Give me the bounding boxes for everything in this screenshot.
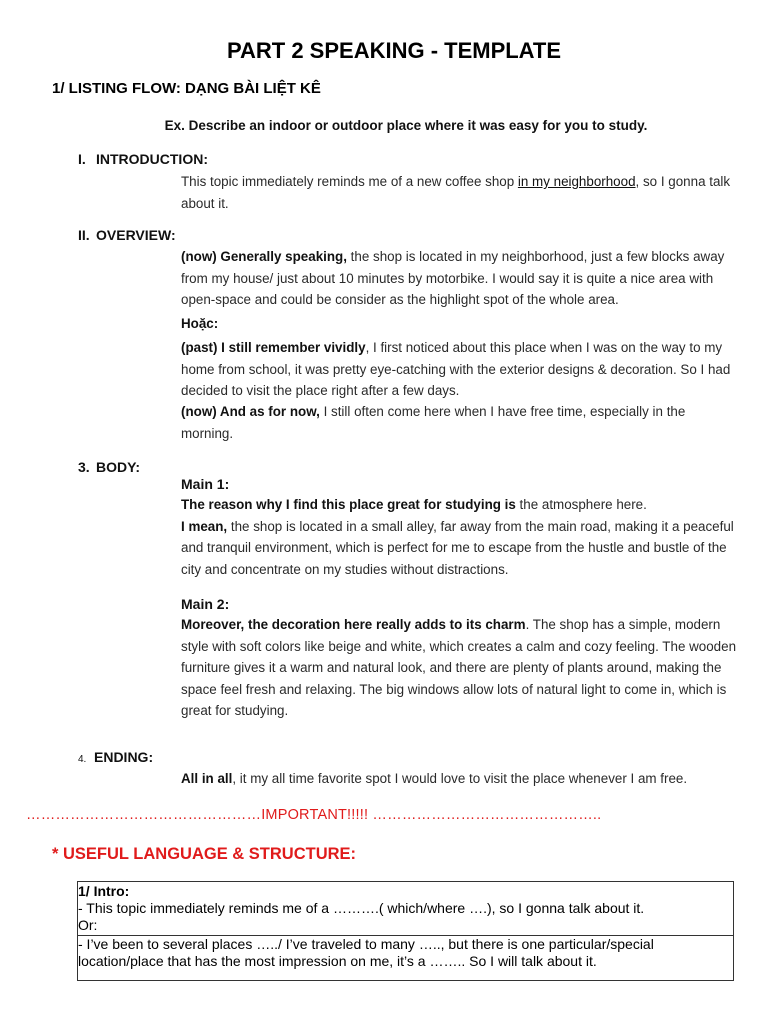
main1-lead-2: I mean, <box>181 518 228 534</box>
body-heading <box>78 459 140 475</box>
intro-text-after: , so I gonna talk about it. <box>181 174 731 211</box>
introduction-heading <box>78 151 208 167</box>
overview-paragraph-1 <box>181 246 737 311</box>
main1-paragraph <box>181 494 737 580</box>
page-title: PART 2 SPEAKING - TEMPLATE <box>226 38 562 63</box>
overview-text-1: the shop is located in my neighborhood, just a few blocks away from my house/ just about 10 minutes by motorbike. I would say it is quite a nice area with open-space and could be consider as the highlight spot of the whole area. <box>181 249 725 307</box>
useful-language-heading: * USEFUL LANGUAGE & STRUCTURE: <box>52 845 357 863</box>
overview-label: OVERVIEW: <box>96 227 176 243</box>
ending-heading <box>78 749 153 765</box>
overview-text-3: I still often come here when I have free time, especially in the morning. <box>181 404 686 441</box>
example-question: Ex. Describe an indoor or outdoor place where it was easy for you to study. <box>164 118 648 133</box>
overview-lead-now: (now) Generally speaking, <box>181 249 347 264</box>
intro-text: This topic immediately reminds me of a new coffee shop <box>181 174 518 189</box>
ending-text: , it my all time favorite spot I would love to visit the place whenever I am free. <box>232 771 688 786</box>
overview-number: II. <box>78 227 90 243</box>
body-label: BODY: <box>96 459 141 475</box>
ending-number: 4. <box>78 754 87 765</box>
overview-lead-now-2: (now) And as for now, <box>181 404 320 419</box>
introduction-paragraph <box>181 171 737 214</box>
introduction-number: I. <box>78 151 86 167</box>
main1-label: Main 1: <box>181 476 230 492</box>
overview-paragraph-3 <box>181 401 737 444</box>
overview-or-label: Hoặc: <box>181 316 219 331</box>
ending-lead: All in all <box>181 771 233 786</box>
main1-lead: The reason why I find this place great for studying is <box>181 497 516 512</box>
overview-or <box>181 313 737 335</box>
main1-text: the atmosphere here. <box>515 497 647 512</box>
box-line-2: - I’ve been to several places …../ I’ve traveled to many ….., but there is one particular/special location/place that has the most impression on me, it’s a …….. So I will talk about it. <box>78 935 654 969</box>
overview-heading <box>78 227 176 243</box>
main2-lead: Moreover, the decoration here really adds to its charm <box>181 617 526 632</box>
main2-label: Main 2: <box>181 596 230 612</box>
intro-underlined: in my neighborhood <box>517 174 636 189</box>
box-line-1: - This topic immediately reminds me of a ……….( which/where ….), so I gonna talk about it. <box>78 900 645 917</box>
ending-label: ENDING: <box>94 749 154 765</box>
useful-language-box <box>77 881 734 981</box>
body-number: 3. <box>78 459 90 475</box>
box-title: 1/ Intro: <box>78 883 130 899</box>
main2-text: . The shop has a simple, modern style with soft colors like beige and white, which creates a calm and cozy feeling. The wooden furniture gives it a warm and natural look, and there are plenty of plants around, making the space feel fresh and relaxing. The big windows allow lots of natural light to come in, which is great for studying. <box>181 617 737 718</box>
box-or: Or: <box>78 917 98 934</box>
introduction-label: INTRODUCTION: <box>96 151 208 167</box>
section-heading: 1/ LISTING FLOW: DẠNG BÀI LIỆT KÊ <box>52 80 321 97</box>
overview-text-2: , I first noticed about this place when I was on the way to my home from school, it was pretty eye-catching with the exterior designs & decoration. So I had decided to visit the place right after a few days. <box>181 340 731 398</box>
important-banner: …………………………………………IMPORTANT!!!!! ……………………………………….. <box>26 807 602 823</box>
main1-text-2: the shop is located in a small alley, far away from the main road, making it a peaceful and tranquil environment, which is perfect for me to escape from the hustle and bustle of the city and concentrate on my studies without distractions. <box>181 518 734 577</box>
overview-paragraph-2 <box>181 337 737 402</box>
ending-paragraph <box>181 768 737 790</box>
main2-paragraph <box>181 614 737 722</box>
overview-lead-past: (past) I still remember vividly <box>181 340 366 355</box>
